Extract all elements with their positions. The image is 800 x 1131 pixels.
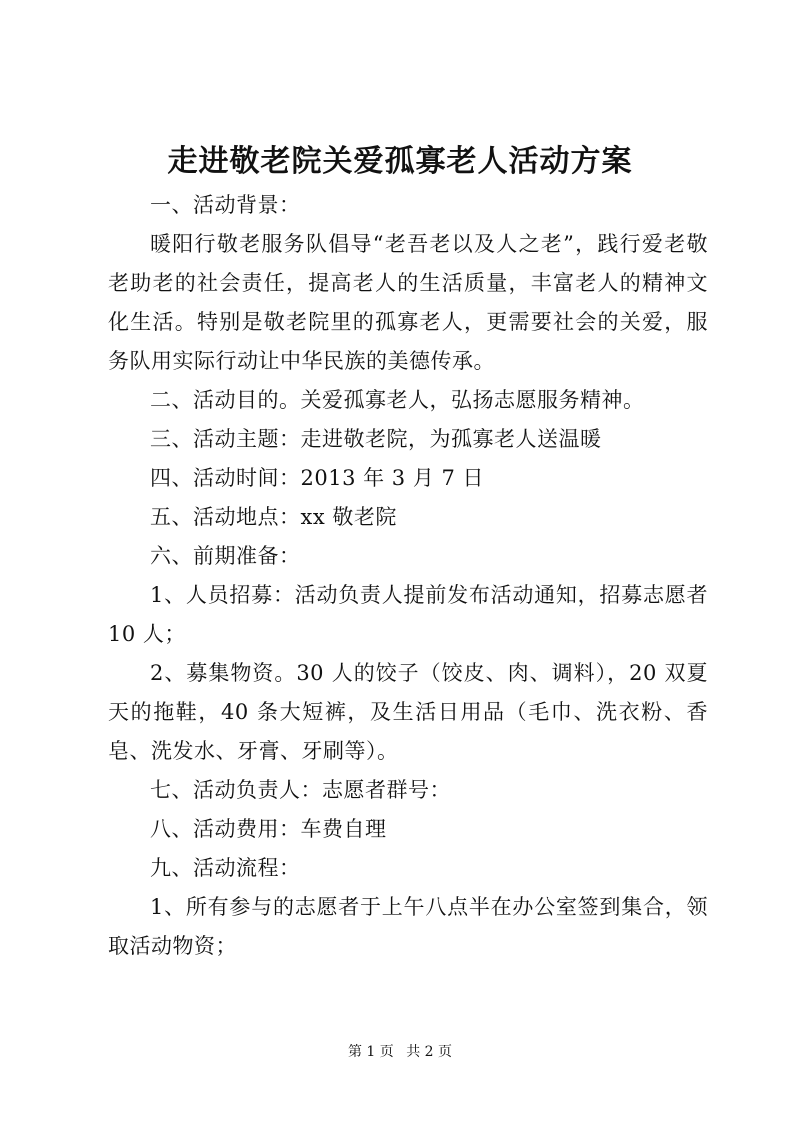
page-footer bbox=[0, 1042, 800, 1062]
section-leader: 七、活动负责人：志愿者群号： bbox=[150, 778, 451, 802]
section-heading-preparation: 六、前期准备： bbox=[150, 544, 301, 568]
preparation-item-supplies: 2、募集物资。30 人的饺子（饺皮、肉、调料），20 双夏天的拖鞋，40 条大短裤，及生活日用品（毛巾、洗衣粉、香皂、洗发水、牙膏、牙刷等）。 bbox=[108, 661, 708, 763]
document-body bbox=[108, 186, 708, 966]
section-heading-background: 一、活动背景： bbox=[150, 193, 301, 217]
section-cost: 八、活动费用：车费自理 bbox=[150, 817, 387, 841]
section-theme: 三、活动主题：走进敬老院，为孤寡老人送温暖 bbox=[150, 427, 602, 451]
preparation-item-recruitment: 1、人员招募：活动负责人提前发布活动通知，招募志愿者 10 人； bbox=[108, 583, 708, 646]
page-number-current: 第 1 页 bbox=[347, 1044, 394, 1060]
section-heading-process: 九、活动流程： bbox=[150, 856, 301, 880]
section-location: 五、活动地点：xx 敬老院 bbox=[150, 505, 397, 529]
section-purpose: 二、活动目的。关爱孤寡老人，弘扬志愿服务精神。 bbox=[150, 388, 645, 412]
page-number-total: 共 2 页 bbox=[406, 1044, 453, 1060]
process-item-1: 1、所有参与的志愿者于上午八点半在办公室签到集合，领取活动物资； bbox=[108, 895, 708, 958]
section-time: 四、活动时间：2013 年 3 月 7 日 bbox=[150, 466, 485, 490]
paragraph-background: 暖阳行敬老服务队倡导“老吾老以及人之老”，践行爱老敬老助老的社会责任，提高老人的生活质量，丰富老人的精神文化生活。特别是敬老院里的孤寡老人，更需要社会的关爱，服务队用实际行动让中华民族的美德传承。 bbox=[108, 232, 708, 373]
document-title: 走进敬老院关爱孤寡老人活动方案 bbox=[167, 144, 633, 179]
